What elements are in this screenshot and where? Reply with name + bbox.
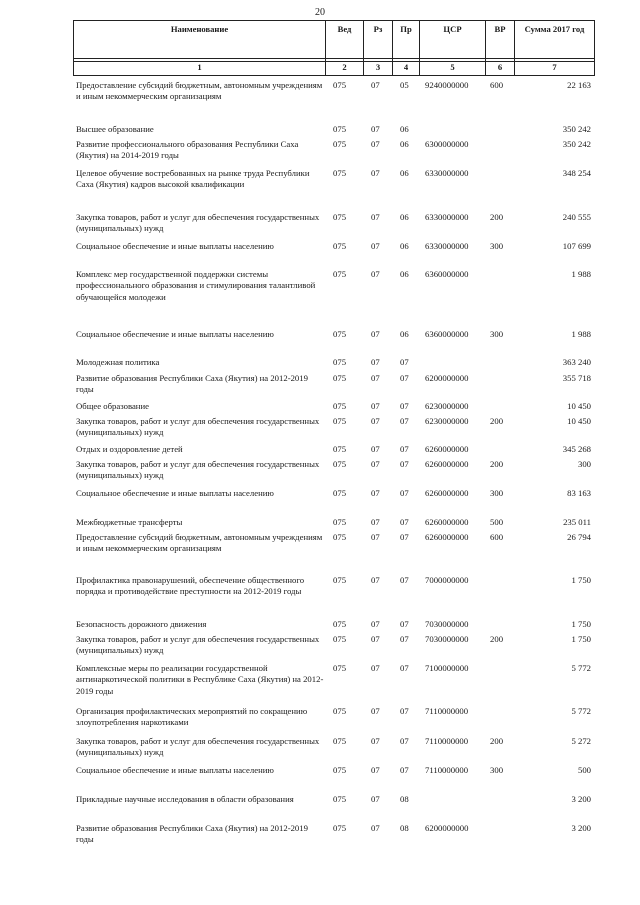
cell-pr: 08: [400, 823, 409, 833]
cell-csr: 6330000000: [425, 168, 469, 178]
cell-csr: 6300000000: [425, 139, 469, 149]
column-number: 4: [393, 59, 420, 76]
cell-sum: 22 163: [567, 80, 591, 90]
cell-vr: 200: [490, 459, 504, 469]
cell-csr: 7110000000: [425, 706, 469, 716]
cell-rz: 07: [371, 634, 380, 644]
cell-name: Межбюджетные трансферты: [76, 517, 183, 527]
cell-rz: 07: [371, 663, 380, 673]
cell-sum: 1 988: [571, 329, 591, 339]
cell-ved: 075: [333, 488, 347, 498]
cell-csr: 6360000000: [425, 269, 469, 279]
cell-name: Развитие образования Республики Саха (Якутия) на 2012-2019 годы: [76, 373, 308, 395]
cell-pr: 07: [400, 459, 409, 469]
page-number: 20: [315, 7, 325, 18]
cell-name: Закупка товаров, работ и услуг для обеспечения государственных (муниципальных) нужд: [76, 634, 320, 656]
cell-rz: 07: [371, 532, 380, 542]
cell-csr: 6200000000: [425, 823, 469, 833]
cell-pr: 06: [400, 124, 409, 134]
header-ved: Вед: [326, 21, 364, 62]
cell-vr: 600: [490, 80, 504, 90]
cell-sum: 300: [577, 459, 591, 469]
cell-name: Социальное обеспечение и иные выплаты населению: [76, 765, 274, 775]
cell-sum: 83 163: [567, 488, 591, 498]
cell-sum: 1 988: [571, 269, 591, 279]
cell-ved: 075: [333, 444, 347, 454]
cell-rz: 07: [371, 794, 380, 804]
cell-csr: 6260000000: [425, 459, 469, 469]
cell-rz: 07: [371, 619, 380, 629]
cell-csr: 6230000000: [425, 401, 469, 411]
cell-ved: 075: [333, 706, 347, 716]
cell-name: Комплексные меры по реализации государственной антинаркотической политики в Республике Саха (Якутия) на 2012-2019 годы: [76, 663, 324, 696]
cell-sum: 1 750: [571, 619, 591, 629]
cell-pr: 07: [400, 575, 409, 585]
cell-ved: 075: [333, 357, 347, 367]
cell-rz: 07: [371, 329, 380, 339]
cell-sum: 350 242: [562, 124, 591, 134]
cell-name: Развитие образования Республики Саха (Якутия) на 2012-2019 годы: [76, 823, 308, 845]
cell-ved: 075: [333, 619, 347, 629]
cell-vr: 200: [490, 634, 504, 644]
cell-csr: 6330000000: [425, 212, 469, 222]
cell-ved: 075: [333, 139, 347, 149]
cell-pr: 06: [400, 241, 409, 251]
cell-sum: 10 450: [567, 401, 591, 411]
cell-rz: 07: [371, 124, 380, 134]
header-rz: Рз: [364, 21, 393, 62]
cell-rz: 07: [371, 823, 380, 833]
cell-vr: 200: [490, 736, 504, 746]
cell-csr: 6260000000: [425, 488, 469, 498]
cell-name: Закупка товаров, работ и услуг для обеспечения государственных (муниципальных) нужд: [76, 416, 320, 438]
header-csr: ЦСР: [420, 21, 486, 62]
cell-name: Общее образование: [76, 401, 149, 411]
header-sum: Сумма 2017 год: [515, 21, 595, 62]
cell-pr: 07: [400, 663, 409, 673]
cell-rz: 07: [371, 416, 380, 426]
cell-ved: 075: [333, 517, 347, 527]
column-number: 3: [364, 59, 393, 76]
cell-csr: 7000000000: [425, 575, 469, 585]
cell-csr: 6260000000: [425, 532, 469, 542]
cell-csr: 7110000000: [425, 736, 469, 746]
cell-name: Закупка товаров, работ и услуг для обеспечения государственных (муниципальных) нужд: [76, 459, 320, 481]
cell-pr: 06: [400, 212, 409, 222]
cell-sum: 5 272: [571, 736, 591, 746]
cell-sum: 350 242: [562, 139, 591, 149]
cell-ved: 075: [333, 241, 347, 251]
cell-sum: 3 200: [571, 794, 591, 804]
cell-csr: 7030000000: [425, 619, 469, 629]
cell-csr: 6230000000: [425, 416, 469, 426]
cell-name: Социальное обеспечение и иные выплаты населению: [76, 241, 274, 251]
cell-sum: 345 268: [562, 444, 591, 454]
header-name: Наименование: [74, 21, 326, 62]
cell-ved: 075: [333, 416, 347, 426]
cell-vr: 600: [490, 532, 504, 542]
cell-name: Комплекс мер государственной поддержки системы профессионального образования и стимулирования талантливой обучающейся молодежи: [76, 269, 316, 302]
cell-rz: 07: [371, 212, 380, 222]
column-number: 5: [420, 59, 486, 76]
cell-sum: 363 240: [562, 357, 591, 367]
cell-pr: 07: [400, 401, 409, 411]
cell-rz: 07: [371, 168, 380, 178]
cell-ved: 075: [333, 736, 347, 746]
cell-rz: 07: [371, 357, 380, 367]
cell-sum: 5 772: [571, 706, 591, 716]
cell-name: Молодежная политика: [76, 357, 160, 367]
cell-ved: 075: [333, 124, 347, 134]
cell-sum: 348 254: [562, 168, 591, 178]
cell-name: Закупка товаров, работ и услуг для обеспечения государственных (муниципальных) нужд: [76, 212, 320, 234]
cell-pr: 07: [400, 517, 409, 527]
cell-name: Профилактика правонарушений, обеспечение общественного порядка и противодействие преступности на 2012-2019 годы: [76, 575, 305, 597]
cell-ved: 075: [333, 634, 347, 644]
cell-rz: 07: [371, 241, 380, 251]
cell-vr: 200: [490, 212, 504, 222]
column-number: 6: [486, 59, 515, 76]
header-pr: Пр: [393, 21, 420, 62]
cell-sum: 240 555: [562, 212, 591, 222]
cell-rz: 07: [371, 373, 380, 383]
cell-pr: 07: [400, 765, 409, 775]
cell-ved: 075: [333, 765, 347, 775]
cell-pr: 07: [400, 736, 409, 746]
cell-pr: 06: [400, 269, 409, 279]
cell-pr: 08: [400, 794, 409, 804]
cell-ved: 075: [333, 373, 347, 383]
cell-pr: 07: [400, 634, 409, 644]
cell-name: Предоставление субсидий бюджетным, автономным учреждениям и иным некоммерческим организациям: [76, 532, 323, 554]
cell-vr: 300: [490, 765, 504, 775]
cell-name: Развитие профессионального образования Республики Саха (Якутия) на 2014-2019 годы: [76, 139, 299, 161]
cell-ved: 075: [333, 823, 347, 833]
cell-sum: 5 772: [571, 663, 591, 673]
cell-pr: 06: [400, 329, 409, 339]
cell-sum: 3 200: [571, 823, 591, 833]
cell-vr: 300: [490, 329, 504, 339]
cell-csr: 6200000000: [425, 373, 469, 383]
cell-ved: 075: [333, 794, 347, 804]
cell-csr: 7030000000: [425, 634, 469, 644]
cell-sum: 1 750: [571, 575, 591, 585]
cell-name: Высшее образование: [76, 124, 154, 134]
column-number: 2: [326, 59, 364, 76]
cell-vr: 300: [490, 488, 504, 498]
cell-rz: 07: [371, 459, 380, 469]
cell-pr: 07: [400, 706, 409, 716]
cell-rz: 07: [371, 269, 380, 279]
cell-rz: 07: [371, 401, 380, 411]
cell-ved: 075: [333, 575, 347, 585]
cell-name: Социальное обеспечение и иные выплаты населению: [76, 329, 274, 339]
cell-rz: 07: [371, 80, 380, 90]
column-number: 1: [74, 59, 326, 76]
cell-pr: 06: [400, 139, 409, 149]
cell-pr: 07: [400, 488, 409, 498]
cell-rz: 07: [371, 736, 380, 746]
cell-rz: 07: [371, 765, 380, 775]
cell-name: Прикладные научные исследования в области образования: [76, 794, 294, 804]
cell-pr: 07: [400, 532, 409, 542]
cell-vr: 300: [490, 241, 504, 251]
cell-ved: 075: [333, 401, 347, 411]
cell-pr: 06: [400, 168, 409, 178]
cell-ved: 075: [333, 532, 347, 542]
cell-name: Социальное обеспечение и иные выплаты населению: [76, 488, 274, 498]
cell-vr: 500: [490, 517, 504, 527]
cell-name: Целевое обучение востребованных на рынке труда Республики Саха (Якутия) кадров высокой квалификации: [76, 168, 310, 190]
cell-sum: 10 450: [567, 416, 591, 426]
header-vr: ВР: [486, 21, 515, 62]
cell-rz: 07: [371, 517, 380, 527]
cell-pr: 07: [400, 357, 409, 367]
cell-name: Закупка товаров, работ и услуг для обеспечения государственных (муниципальных) нужд: [76, 736, 320, 758]
cell-rz: 07: [371, 706, 380, 716]
cell-ved: 075: [333, 663, 347, 673]
cell-name: Безопасность дорожного движения: [76, 619, 207, 629]
cell-sum: 235 011: [563, 517, 591, 527]
cell-pr: 07: [400, 373, 409, 383]
cell-name: Отдых и оздоровление детей: [76, 444, 183, 454]
cell-rz: 07: [371, 139, 380, 149]
cell-pr: 07: [400, 416, 409, 426]
cell-csr: 6360000000: [425, 329, 469, 339]
cell-pr: 07: [400, 619, 409, 629]
cell-sum: 500: [577, 765, 591, 775]
cell-vr: 200: [490, 416, 504, 426]
cell-csr: 6260000000: [425, 517, 469, 527]
cell-csr: 9240000000: [425, 80, 469, 90]
cell-ved: 075: [333, 212, 347, 222]
cell-ved: 075: [333, 459, 347, 469]
cell-name: Организация профилактических мероприятий по сокращению злоупотребления наркотиками: [76, 706, 308, 728]
cell-sum: 355 718: [562, 373, 591, 383]
cell-name: Предоставление субсидий бюджетным, автономным учреждениям и иным некоммерческим организациям: [76, 80, 323, 102]
cell-rz: 07: [371, 575, 380, 585]
cell-ved: 075: [333, 269, 347, 279]
cell-ved: 075: [333, 329, 347, 339]
cell-csr: 6260000000: [425, 444, 469, 454]
column-number: 7: [515, 59, 595, 76]
cell-pr: 07: [400, 444, 409, 454]
cell-rz: 07: [371, 444, 380, 454]
cell-pr: 05: [400, 80, 409, 90]
cell-sum: 107 699: [562, 241, 591, 251]
cell-sum: 26 794: [567, 532, 591, 542]
cell-ved: 075: [333, 168, 347, 178]
cell-ved: 075: [333, 80, 347, 90]
cell-sum: 1 750: [571, 634, 591, 644]
cell-csr: 7110000000: [425, 765, 469, 775]
cell-rz: 07: [371, 488, 380, 498]
cell-csr: 7100000000: [425, 663, 469, 673]
cell-csr: 6330000000: [425, 241, 469, 251]
